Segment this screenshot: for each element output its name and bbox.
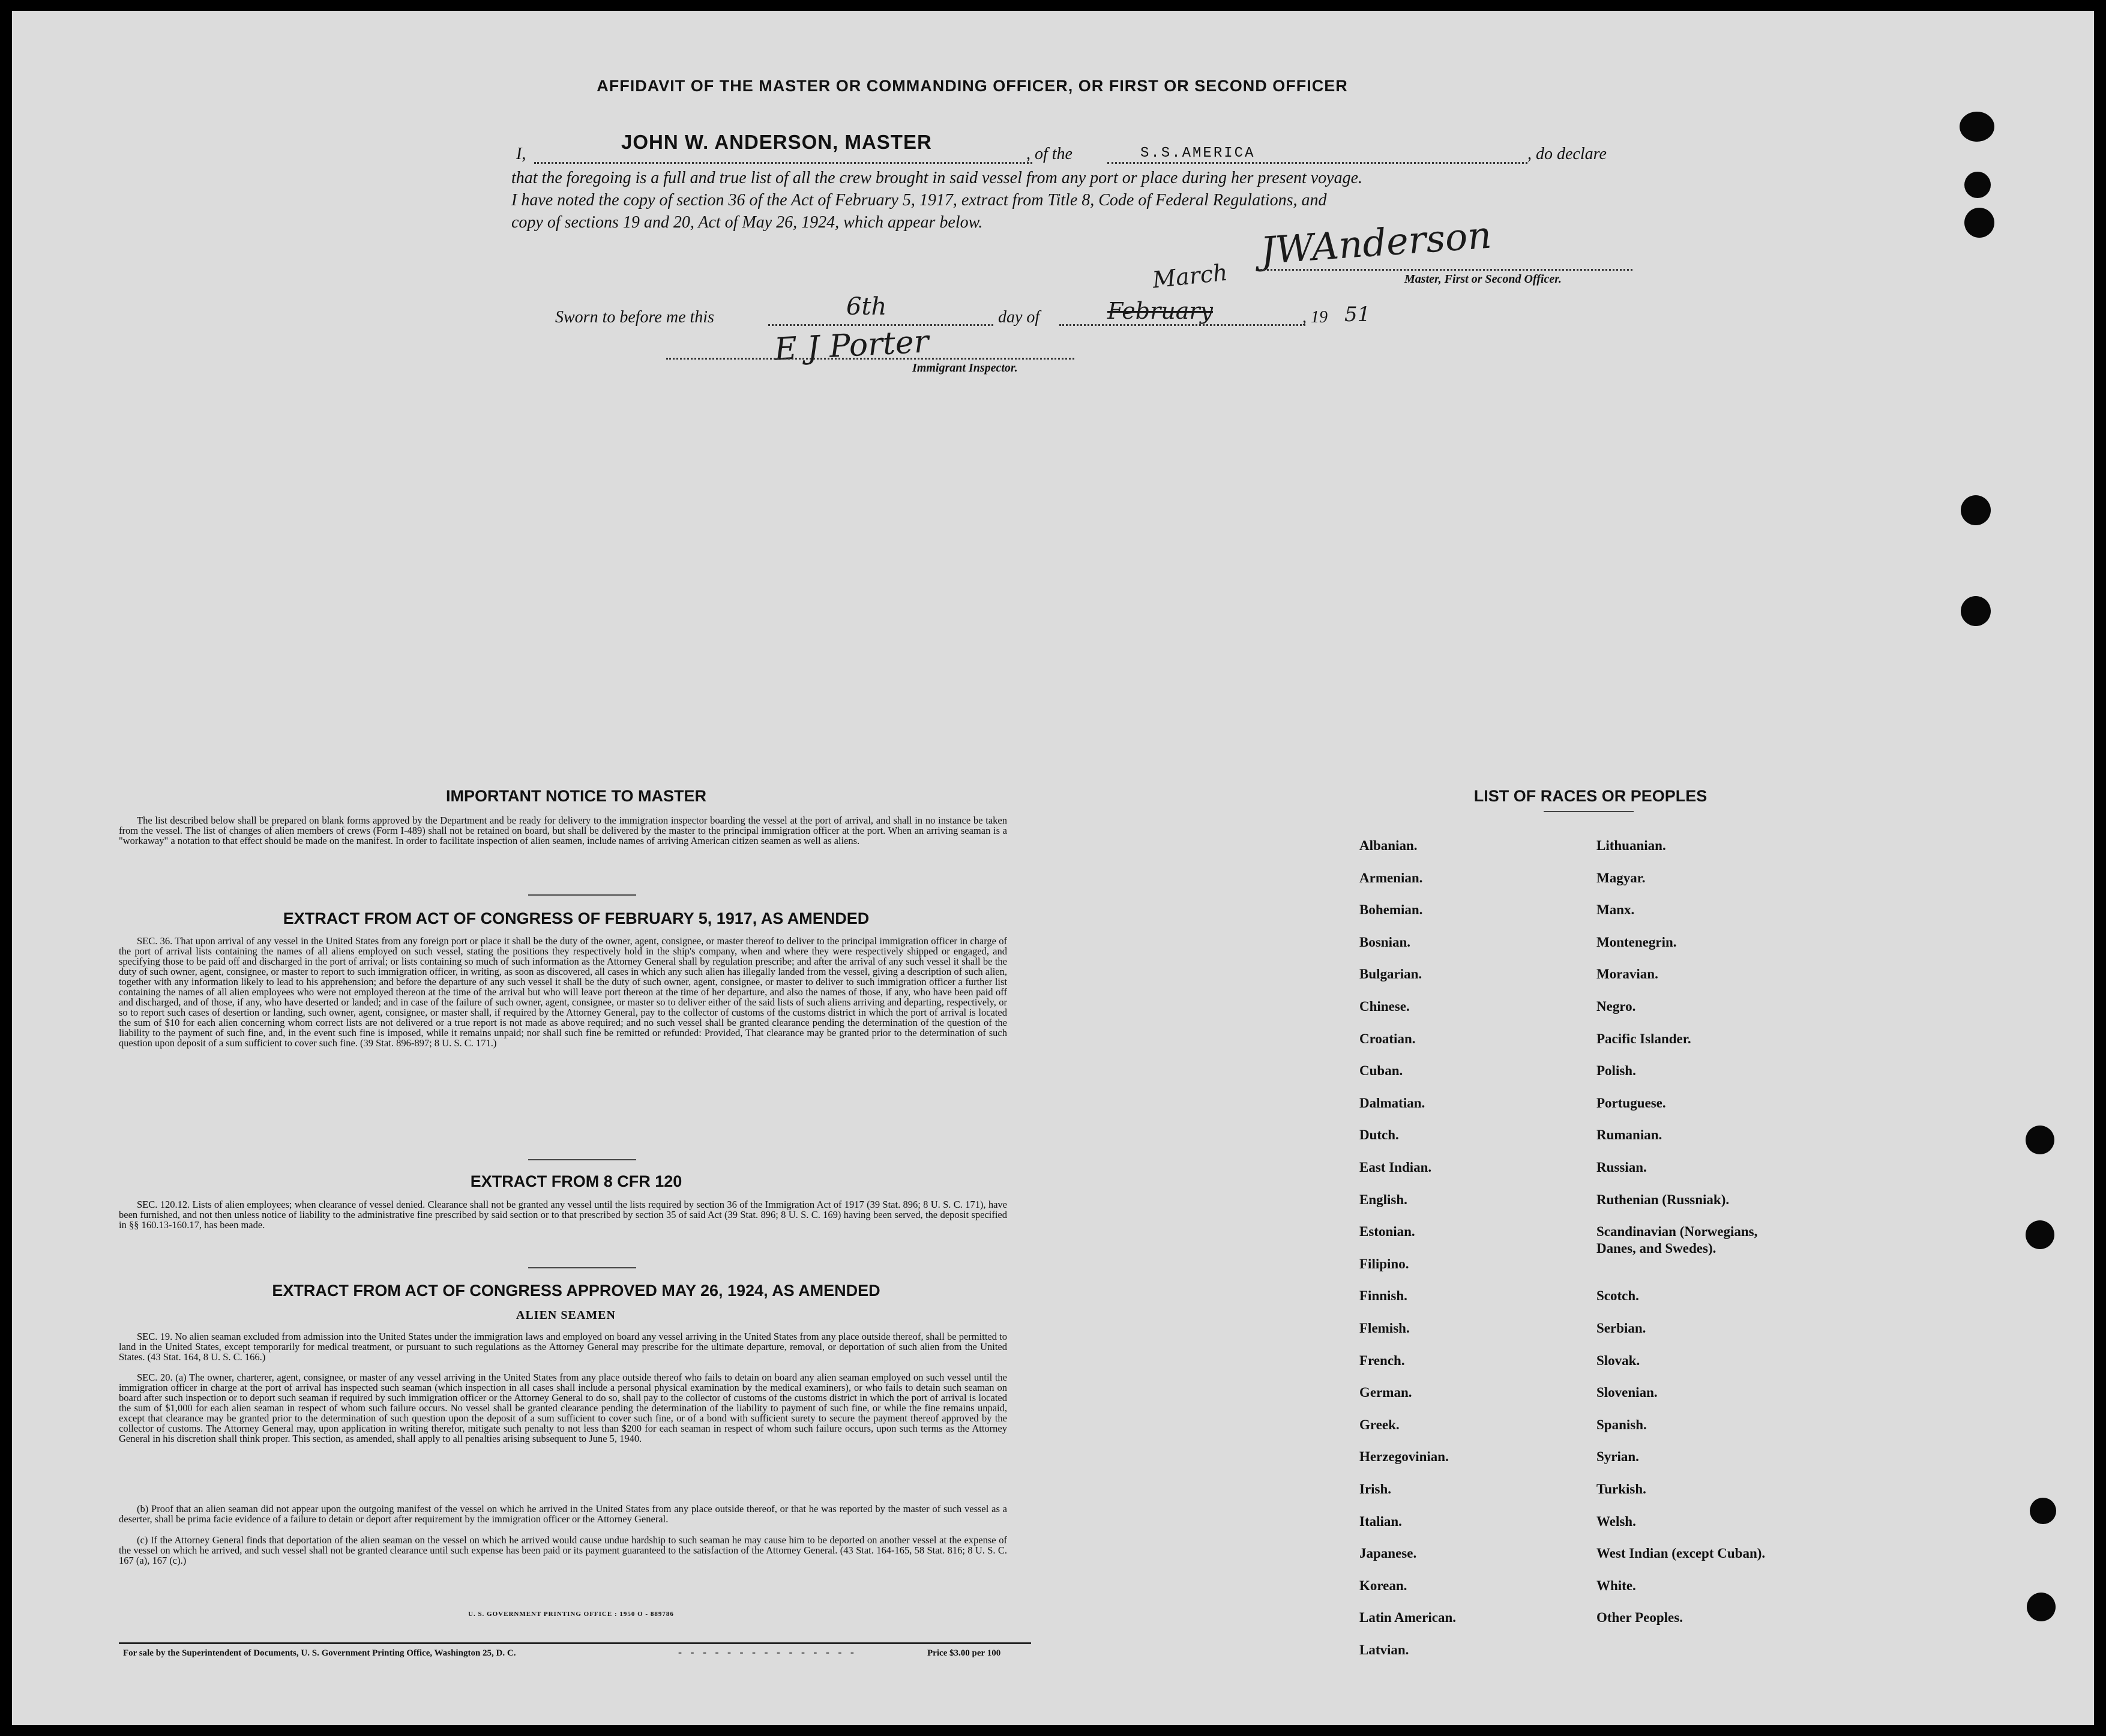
race-item-right: Scandinavian (Norwegians, Danes, and Swedes). (1596, 1224, 1758, 1256)
month-struck: February (1107, 298, 1214, 324)
race-item-left: Greek. (1359, 1417, 1400, 1432)
punch-hole (1961, 495, 1991, 525)
divider (528, 1267, 636, 1268)
race-item-left: Bulgarian. (1359, 966, 1422, 981)
race-item-left: German. (1359, 1385, 1412, 1400)
month-field-line (1059, 324, 1305, 326)
race-item-left: Latvian. (1359, 1642, 1409, 1657)
races-heading: LIST OF RACES OR PEOPLES (1473, 787, 1707, 805)
race-item-right: Slovak. (1596, 1353, 1640, 1368)
master-caption: Master, First or Second Officer. (1404, 273, 1562, 286)
race-item-right: Turkish. (1596, 1481, 1646, 1496)
race-item-left: Flemish. (1359, 1321, 1410, 1336)
master-signature-line (1260, 269, 1632, 271)
punch-hole (2027, 1593, 2056, 1621)
punch-hole (1960, 112, 1994, 142)
declaration-line-2: that the foregoing is a full and true list of all the crew brought in said vessel from any port or place during her present voyage. (511, 169, 1363, 187)
race-item-right: Manx. (1596, 902, 1635, 917)
footer-rule (119, 1642, 1031, 1644)
race-item-left: Irish. (1359, 1481, 1392, 1496)
race-item-right: Moravian. (1596, 966, 1658, 981)
sec-19-text: SEC. 19. No alien seaman excluded from admission into the United States under the immigration laws and employed on board any vessel arriving in the United States from any place outside thereof, shall be permitted to land in the United States, except temporarily for medical treatment, or pursuant to such regulations as the Attorney General may prescribe for the ultimate departure, removal, or deportation of such alien from the United States. (43 Stat. 164, 8 U. S. C. 166.) (119, 1331, 1007, 1363)
race-item-left: French. (1359, 1353, 1405, 1368)
sec-20a-text: SEC. 20. (a) The owner, charterer, agent, consignee, or master of any vessel arriving in the United States from any place outside thereof who fails to detain on board any alien seaman employed on such vessel until the immigration officer in charge at the port of arrival has inspected such seaman (which inspection in all cases shall include a personal physical examination by the medical examiners), or who fails to detain such seaman on board after such inspection or to deport such seaman if required by such immigration officer or the Attorney General to do so, shall pay to the collector of customs of the customs district in which the port of arrival is located the sum of $1,000 for each alien seaman in respect of whom such failure occurs. No vessel shall be granted clearance pending the determination of the liability to payment of such fine, or while the fine remains unpaid, except that clearance may be granted prior to the determination of such question upon the deposit of a sum sufficient to cover such fine, or of a bond with sufficient surety to secure the payment thereof approved by the collector of customs. The Attorney General may, upon application in writing therefor, mitigate such penalty to not less than $200 for each seaman in respect of whom such failure occurs, upon such terms as the Attorney General in his discretion shall think proper. This section, as amended, shall apply to all penalties arising subsequent to June 5, 1940. (119, 1372, 1007, 1444)
race-item-left: Herzegovinian. (1359, 1449, 1449, 1464)
declaration-line-4: copy of sections 19 and 20, Act of May 26, 1924, which appear below. (511, 213, 983, 232)
inspector-signature-line (666, 358, 1074, 360)
sec-20c-text: (c) If the Attorney General finds that deportation of the alien seaman on the vessel on which he arrived would cause undue hardship to such seaman he may cause him to be deported on another vessel at the expense of the vessel on which he arrived, and such vessel shall not be granted clearance until such expense has been paid or its payment guaranteed to the satisfaction of the Attorney General. (43 Stat. 164-165, 58 Stat. 816; 8 U. S. C. 167 (a), 167 (c).) (119, 1534, 1007, 1566)
race-item-right: Spanish. (1596, 1417, 1647, 1432)
race-item-left: Italian. (1359, 1514, 1402, 1529)
race-item-left: Dutch. (1359, 1127, 1399, 1142)
race-item-right: Pacific Islander. (1596, 1031, 1691, 1046)
punch-hole (2030, 1498, 2056, 1524)
race-item-right: Negro. (1596, 999, 1636, 1014)
year-prefix: , 19 (1302, 308, 1328, 327)
declaration-i: I, (516, 145, 526, 163)
race-item-left: Dalmatian. (1359, 1096, 1425, 1111)
race-item-right: Montenegrin. (1596, 935, 1677, 950)
race-item-left: Armenian. (1359, 870, 1423, 885)
race-item-right: West Indian (except Cuban). (1596, 1546, 1766, 1561)
divider (528, 894, 636, 896)
punch-hole (1964, 208, 1994, 238)
punch-hole (1964, 172, 1991, 198)
notice-heading: IMPORTANT NOTICE TO MASTER (446, 787, 706, 805)
day-value: 6th (846, 293, 887, 321)
race-item-left: Latin American. (1359, 1610, 1456, 1625)
declaration-do-declare: , do declare (1527, 145, 1607, 163)
race-item-left: Cuban. (1359, 1063, 1403, 1078)
race-item-left: Filipino. (1359, 1256, 1409, 1271)
race-item-left: Croatian. (1359, 1031, 1416, 1046)
race-item-left: Chinese. (1359, 999, 1410, 1014)
race-item-right: Slovenian. (1596, 1385, 1658, 1400)
race-item-right: Syrian. (1596, 1449, 1639, 1464)
race-item-left: English. (1359, 1192, 1407, 1207)
races-heading-rule (1544, 811, 1634, 812)
vessel-field-line (1107, 162, 1527, 164)
footer-dashes: - - - - - - - - - - - - - - - (678, 1646, 857, 1658)
race-item-left: Albanian. (1359, 838, 1418, 853)
alien-seamen-subheading: ALIEN SEAMEN (516, 1309, 616, 1322)
master-signature: JWAnderson (1259, 212, 1493, 273)
divider (528, 1159, 636, 1160)
race-item-right: Portuguese. (1596, 1096, 1666, 1111)
extract-1924-heading: EXTRACT FROM ACT OF CONGRESS APPROVED MAY 26, 1924, AS AMENDED (272, 1282, 880, 1300)
race-item-right: Other Peoples. (1596, 1610, 1683, 1625)
race-item-left: Korean. (1359, 1578, 1407, 1593)
race-item-left: Bosnian. (1359, 935, 1411, 950)
race-item-left: Finnish. (1359, 1288, 1407, 1303)
affidavit-title: AFFIDAVIT OF THE MASTER OR COMMANDING OFFICER, OR FIRST OR SECOND OFFICER (597, 77, 1348, 95)
inspector-signature: E J Porter (773, 324, 930, 368)
month-value: March (1151, 259, 1229, 294)
sec-20b-text: (b) Proof that an alien seaman did not appear upon the outgoing manifest of the vessel on which he arrived in the United States from any place outside thereof, or that he was reported by the master of such vessel as a deserter, shall be prima facie evidence of a failure to detain or deport after requirement by the immigration officer or the Attorney General. (119, 1503, 1007, 1525)
extract-1917-heading: EXTRACT FROM ACT OF CONGRESS OF FEBRUARY 5, 1917, AS AMENDED (283, 909, 870, 927)
race-item-right: White. (1596, 1578, 1636, 1593)
race-item-right: Serbian. (1596, 1321, 1646, 1336)
inspector-caption: Immigrant Inspector. (912, 361, 1018, 375)
declaration-line-3: I have noted the copy of section 36 of the Act of February 5, 1917, extract from Title 8, Code of Federal Regulations, and (511, 191, 1327, 209)
extract-cfr-text: SEC. 120.12. Lists of alien employees; when clearance of vessel denied. Clearance shall not be granted any vessel until the lists required by section 36 of the Immigration Act of 1917 (39 Stat. 896; 8 U. S. C. 171), have been furnished, and not then unless notice of liability to the administrative fine prescribed by said section or to that prescribed by section 35 of said Act (39 Stat. 896; 8 U. S. C. 169) having been served, the deposit specified in §§ 160.13-160.17, has been made. (119, 1199, 1007, 1231)
race-item-right: Welsh. (1596, 1514, 1636, 1529)
race-item-right: Ruthenian (Russniak). (1596, 1192, 1730, 1207)
punch-hole (1961, 596, 1991, 626)
year-value: 51 (1344, 303, 1371, 327)
for-sale-note: For sale by the Superintendent of Documents, U. S. Government Printing Office, Washington 25, D. C. (123, 1648, 516, 1658)
race-item-left: Estonian. (1359, 1224, 1415, 1239)
race-item-right: Russian. (1596, 1160, 1647, 1175)
day-of-text: day of (998, 308, 1040, 327)
race-item-right: Lithuanian. (1596, 838, 1666, 853)
gpo-imprint: U. S. GOVERNMENT PRINTING OFFICE : 1950 O - 889786 (468, 1611, 674, 1618)
extract-cfr-heading: EXTRACT FROM 8 CFR 120 (470, 1172, 682, 1190)
extract-1917-text: SEC. 36. That upon arrival of any vessel in the United States from any foreign port or place it shall be the duty of the owner, agent, consignee, or master thereof to deliver to the principal immigration officer in charge of the port of arrival lists containing the names of all aliens employed on such vessel, stating the positions they respectively hold in the ship's company, when and where they were respectively shipped or engaged, and specifying those to be paid off and discharged in the port of arrival; or lists containing so much of such information as the Attorney General shall by regulation prescribe; and after the arrival of any such vessel it shall be the duty of such owner, agent, consignee, or master to report to such immigration officer, in writing, as soon as discovered, all cases in which any such alien has illegally landed from the vessel, giving a description of such alien, together with any information likely to lead to his apprehension; and before the departure of any such vessel it shall be the duty of such owner, agent, consignee, or master to deliver to such immigration officer a further list containing the names of all alien employees who were not employed thereon at the time of the arrival but who will leave port thereon at the time of her departure, and also the names of those, if any, who have been paid off and discharged, and of those, if any, who have deserted or landed; and in case of the failure of such owner, agent, consignee, or master so to deliver either of the said lists of such aliens arriving and departing, respectively, or so to report such cases of desertion or landing, such owner, agent, consignee, or master shall, if required by the Attorney General, pay to the collector of customs of the customs district in which the port of arrival is located the sum of $10 for each alien concerning whom correct lists are not delivered or a true report is not made as above required; and no such vessel shall be granted clearance pending the determination of the question of the liability to the payment of such fine, and, in the event such fine is imposed, while it remains unpaid; nor shall such fine be remitted or refunded: Provided, That clearance may be granted prior to the determination of such question upon deposit of a sum sufficient to cover such fine. (39 Stat. 896-897; 8 U. S. C. 171.) (119, 935, 1007, 1049)
notice-text: The list described below shall be prepared on blank forms approved by the Department and be ready for delivery to the immigration inspector boarding the vessel at the port of arrival, and shall in no instance be taken from the vessel. The list of changes of alien members of crews (Form I-489) shall not be retained on board, but shall be delivered by the master to the principal immigration officer at the port. When an arriving seaman is a "workaway" a notation to that effect should be made on the manifest. In order to facilitate inspection of alien seamen, include names of arriving American citizen seamen as well as aliens. (119, 815, 1007, 846)
document-page (12, 11, 2094, 1725)
vessel-name: S.S.AMERICA (1140, 145, 1256, 161)
race-item-right: Polish. (1596, 1063, 1636, 1078)
declaration-of-the: , of the (1026, 145, 1073, 163)
name-field-line (534, 162, 1032, 164)
race-item-left: Bohemian. (1359, 902, 1423, 917)
race-item-right: Scotch. (1596, 1288, 1639, 1303)
race-item-left: East Indian. (1359, 1160, 1432, 1175)
race-item-right: Rumanian. (1596, 1127, 1662, 1142)
race-item-right: Magyar. (1596, 870, 1646, 885)
price-note: Price $3.00 per 100 (927, 1648, 1001, 1658)
race-item-left: Japanese. (1359, 1546, 1417, 1561)
punch-hole (2026, 1126, 2054, 1154)
punch-hole (2026, 1220, 2054, 1249)
sworn-text: Sworn to before me this (555, 308, 714, 327)
master-name: JOHN W. ANDERSON, MASTER (621, 131, 932, 153)
